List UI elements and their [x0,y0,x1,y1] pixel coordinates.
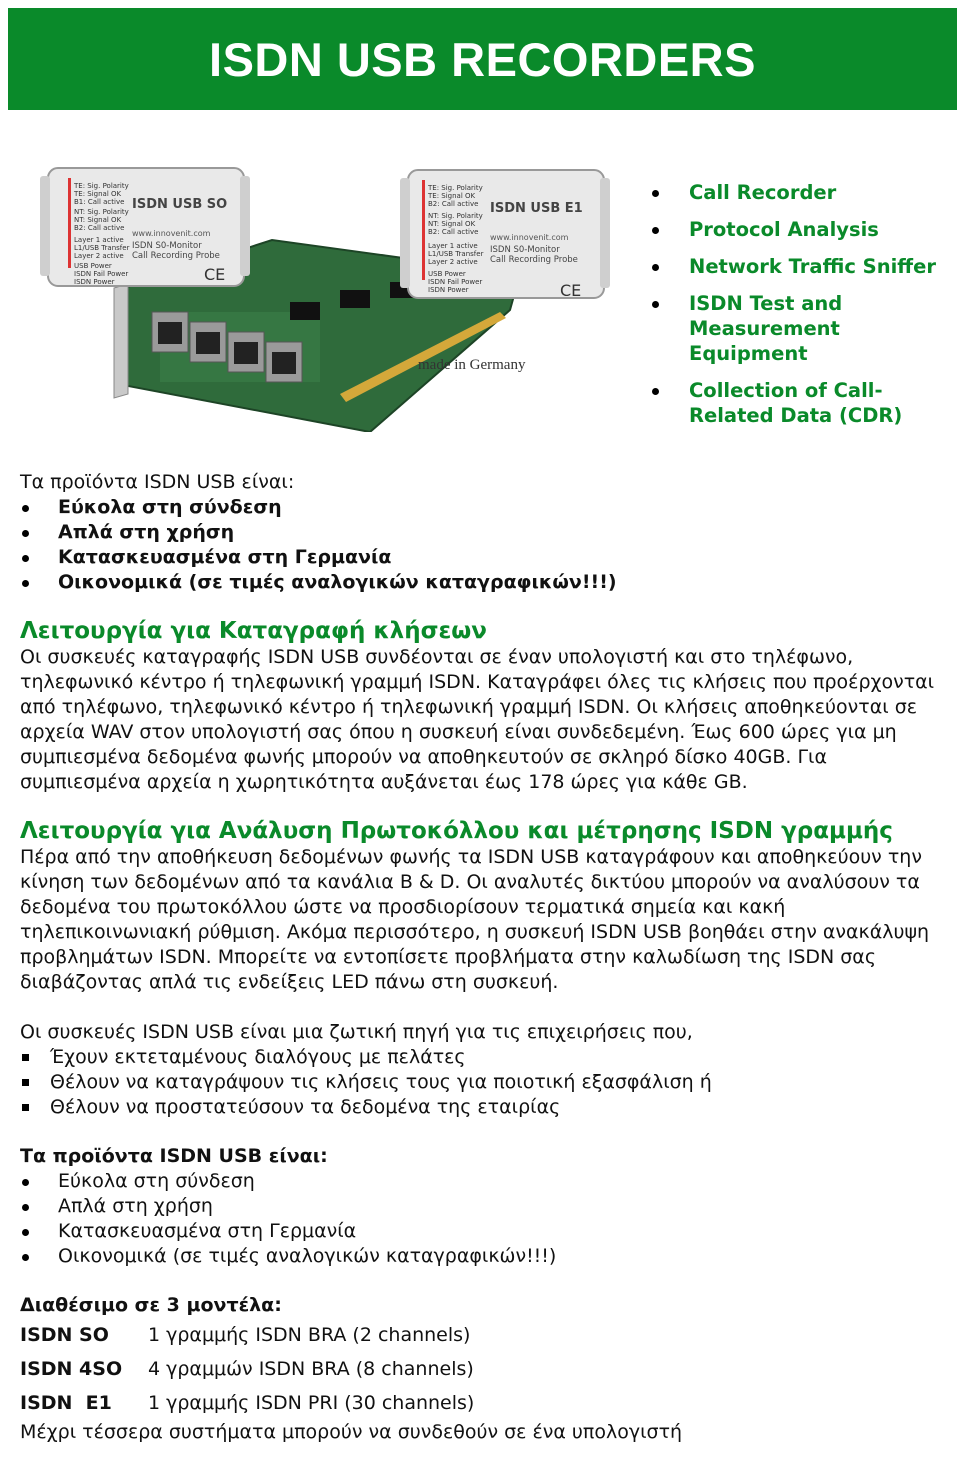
svg-text:Call Recording Probe: Call Recording Probe [490,255,578,265]
feature-list [652,180,952,440]
list-item: Έχουν εκτεταμένους διαλόγους με πελάτες [20,1045,935,1070]
feature-item: Collection of Call-Related Data (CDR) [652,378,952,428]
svg-text:ISDN Power: ISDN Power [74,278,115,286]
list-item: Εύκολα στη σύνδεση [20,495,935,520]
svg-text:Layer 2 active: Layer 2 active [428,258,478,266]
list-item: Θέλουν να προστατεύσουν τα δεδομένα της εταιρίας [20,1095,935,1120]
list-item: Θέλουν να καταγράψουν τις κλήσεις τους για ποιοτική εξασφάλιση ή [20,1070,935,1095]
svg-text:CE: CE [560,281,582,300]
model-desc: 4 γραμμών ISDN BRA (8 channels) [148,1358,474,1380]
svg-text:ISDN Fail Power: ISDN Fail Power [74,270,129,278]
svg-text:TE: Signal OK: TE: Signal OK [74,190,122,198]
recording-body: Οι συσκευές καταγραφής ISDN USB συνδέονται σε έναν υπολογιστή και στο τηλέφωνο, τηλεφωνικό κέντρο ή τηλεφωνική γραμμή ISDN. Καταγράφει όλες τις κλήσεις που προέρχονται από τηλέφωνο, τηλεφωνικό κέντρο ή τηλεφωνική γραμμή ISDN. Οι κλήσεις αποθηκεύονται σε αρχεία WAV στον υπολογιστή σας όπου η συσκευή είναι συνδεδεμένη. Έως 600 ώρες για μη συμπιεσμένα δεδομένα φωνής μπορούν να αποθηκευτούν σε σκληρό δίσκο 40GB. Για συμπιεσμένα αρχεία η χωρητικότητα αυξάνεται έως 178 ώρες για κάθε GB. [20,646,935,793]
svg-text:USB Power: USB Power [428,270,466,278]
business-list [20,1045,935,1120]
product-image [40,162,622,432]
products-lead: Τα προϊόντα ISDN USB είναι: [20,1145,328,1167]
svg-text:L1/USB Transfer: L1/USB Transfer [74,244,130,252]
svg-text:NT: Signal OK: NT: Signal OK [428,220,476,228]
model-row [20,1352,935,1386]
list-item: Οικονομικά (σε τιμές αναλογικών καταγραφικών!!!) [20,1244,935,1269]
analysis-heading: Λειτουργία για Ανάλυση Πρωτοκόλλου και μέτρησης ISDN γραμμής [20,818,893,844]
svg-text:Layer 2 active: Layer 2 active [74,252,124,260]
main-content [20,470,935,1445]
svg-text:ISDN Power: ISDN Power [428,286,469,294]
svg-text:L1/USB Transfer: L1/USB Transfer [428,250,484,258]
svg-text:USB Power: USB Power [74,262,112,270]
svg-text:B2: Call active: B2: Call active [428,200,479,208]
svg-text:Layer 1 active: Layer 1 active [428,242,478,250]
feature-item: ISDN Test and Measurement Equipment [652,291,952,366]
made-in-germany-caption: made in Germany [418,357,526,373]
title-banner [8,8,957,110]
list-item: Εύκολα στη σύνδεση [20,1169,935,1194]
page-title: ISDN USB RECORDERS [209,32,756,86]
svg-text:ISDN S0-Monitor: ISDN S0-Monitor [490,245,560,255]
device-isdn-usb-so [40,168,250,286]
list-item: Απλά στη χρήση [20,1194,935,1219]
feature-item: Call Recorder [652,180,952,205]
business-lead: Οι συσκευές ISDN USB είναι μια ζωτική πηγή για τις επιχειρήσεις που, [20,1021,693,1043]
svg-text:CE: CE [204,265,226,284]
svg-text:ISDN Fail Power: ISDN Fail Power [428,278,483,286]
model-desc: 1 γραμμής ISDN BRA (2 channels) [148,1324,471,1346]
list-item: Κατασκευασμένα στη Γερμανία [20,1219,935,1244]
models-heading: Διαθέσιμο σε 3 μοντέλα: [20,1294,282,1316]
svg-text:www.innovenit.com: www.innovenit.com [490,233,569,242]
svg-text:www.innovenit.com: www.innovenit.com [132,229,211,238]
feature-item: Protocol Analysis [652,217,952,242]
feature-item: Network Traffic Sniffer [652,254,952,279]
svg-text:ISDN USB E1: ISDN USB E1 [490,201,583,216]
models-table [20,1318,935,1420]
model-desc: 1 γραμμής ISDN PRI (30 channels) [148,1392,475,1414]
model-code: ISDN SO [20,1324,109,1346]
svg-text:NT: Signal OK: NT: Signal OK [74,216,122,224]
analysis-body: Πέρα από την αποθήκευση δεδομένων φωνής τα ISDN USB καταγράφουν και αποθηκεύουν την κίνηση των δεδομένων από τα κανάλια B & D. Οι αναλυτές δικτύου μπορούν να αναλύσουν τα δεδομένα του πρωτοκόλλου ώστε να προσδιορίσουν τερματικά σημεία και κακή τηλεπικοινωνιακή ρύθμιση. Ακόμα περισσότερο, η συσκευή ISDN USB βοηθάει στην ανακάλυψη προβλημάτων ISDN. Μπορείτε να εντοπίσετε προβλήματα στην καλωδίωση της ISDN σας διαβάζοντας απλά τις ενδείξεις LED πάνω στη συσκευή. [20,846,930,993]
list-item: Απλά στη χρήση [20,520,935,545]
list-item: Οικονομικά (σε τιμές αναλογικών καταγραφικών!!!) [20,570,935,595]
svg-text:NT: Sig. Polarity: NT: Sig. Polarity [428,212,483,220]
model-code: ISDN E1 [20,1392,112,1414]
svg-text:ISDN USB SO: ISDN USB SO [132,197,228,212]
svg-text:TE: Sig. Polarity: TE: Sig. Polarity [428,184,483,192]
svg-text:Layer 1 active: Layer 1 active [74,236,124,244]
list-item: Κατασκευασμένα στη Γερμανία [20,545,935,570]
svg-text:B1: Call active: B1: Call active [74,198,125,206]
svg-text:B2: Call active: B2: Call active [428,228,479,236]
model-code: ISDN 4SO [20,1358,123,1380]
model-row [20,1318,935,1352]
models-footer: Μέχρι τέσσερα συστήματα μπορούν να συνδεθούν σε ένα υπολογιστή [20,1421,683,1443]
intro-list [20,495,935,595]
recording-heading: Λειτουργία για Καταγραφή κλήσεων [20,618,487,644]
intro-lead: Τα προϊόντα ISDN USB είναι: [20,471,295,493]
svg-text:NT: Sig. Polarity: NT: Sig. Polarity [74,208,129,216]
svg-text:ISDN S0-Monitor: ISDN S0-Monitor [132,241,202,251]
products-list [20,1169,935,1269]
svg-text:Call Recording Probe: Call Recording Probe [132,251,220,261]
device-isdn-usb-e1 [400,170,610,300]
svg-text:TE: Signal OK: TE: Signal OK [428,192,476,200]
svg-text:B2: Call active: B2: Call active [74,224,125,232]
svg-text:TE: Sig. Polarity: TE: Sig. Polarity [74,182,129,190]
model-row [20,1386,935,1420]
